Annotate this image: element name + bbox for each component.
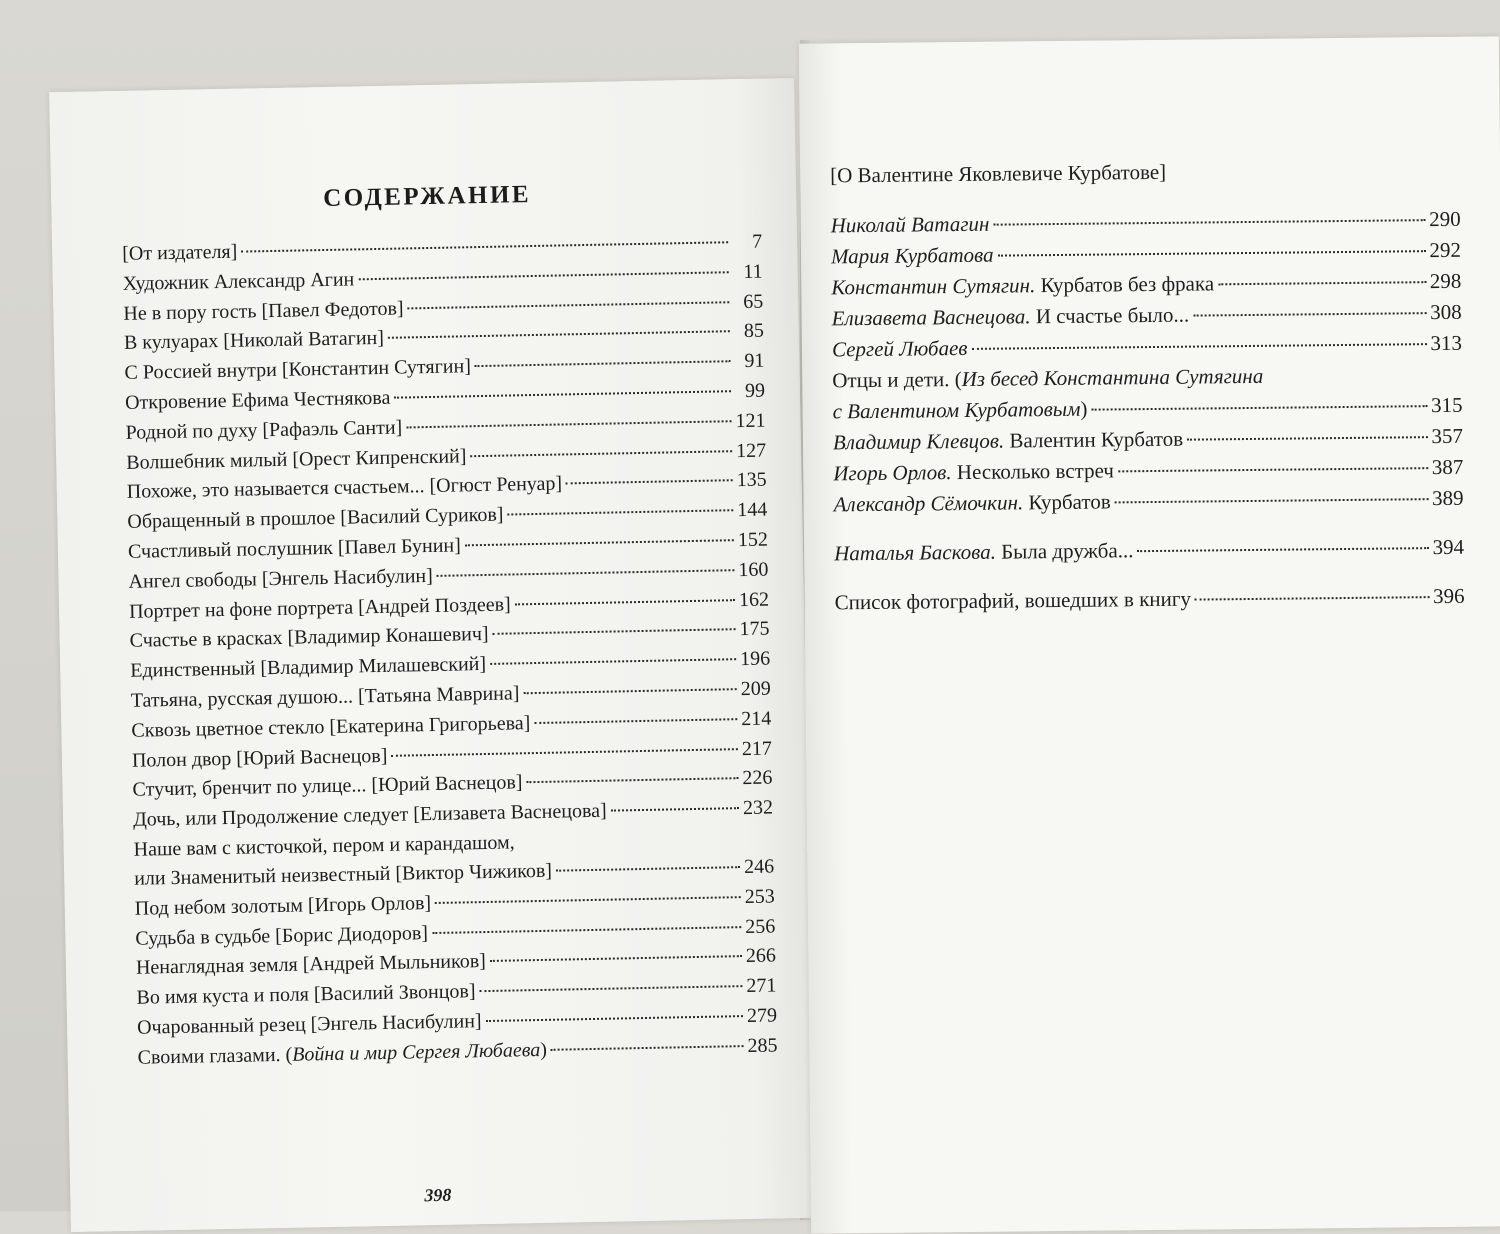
entry-page: 226 (742, 767, 772, 791)
dot-leader (1187, 436, 1427, 441)
dot-leader (408, 301, 730, 309)
entry-plain: Своими глазами. ( (137, 1043, 292, 1068)
entry-page: 315 (1431, 393, 1463, 418)
entry-page: 127 (736, 439, 766, 463)
toc-right (830, 157, 1465, 622)
entry-author: Сергей Любаев (832, 336, 968, 361)
entry-page: 253 (744, 885, 774, 909)
dot-leader (1115, 498, 1428, 503)
page-number: 398 (424, 1185, 451, 1207)
entry-title: или Знаменитый неизвестный [Виктор Чижиков] (134, 860, 552, 891)
dot-leader (475, 360, 731, 367)
entry-work: Несколько встреч (951, 458, 1114, 484)
entry-work: Была дружба... (996, 538, 1134, 563)
entry-page: 256 (745, 915, 775, 939)
entry-work: И счастье было... (1030, 303, 1189, 329)
entry-title: Волшебник милый [Орест Кипренский] (126, 445, 467, 475)
entry-title: Во имя куста и поля [Василий Звонцов] (136, 980, 475, 1010)
entry-title: [От издателя] (122, 241, 237, 266)
entry-page: 279 (747, 1004, 777, 1028)
dot-leader (526, 777, 738, 783)
entry-title: Счастье в красках [Владимир Конашевич] (129, 623, 488, 653)
entry-author: Владимир Клевцов. (833, 429, 1004, 455)
dot-leader (515, 599, 735, 605)
entry-title: Сквозь цветное стекло [Екатерина Григорьева] (131, 712, 530, 743)
entry-title: Обращенный в прошлое [Василий Суриков] (127, 504, 504, 534)
entry-title (833, 458, 1114, 486)
entry-page: 85 (734, 320, 764, 344)
entry-author: Александр Сёмочкин. (833, 490, 1023, 516)
entry-title (833, 427, 1183, 456)
entry-page: 357 (1431, 424, 1463, 449)
dot-leader (507, 509, 733, 515)
dot-leader (993, 219, 1425, 226)
entry-title: Стучит, бренчит по улице... [Юрий Васнецов] (132, 772, 522, 802)
entry-page: 308 (1430, 300, 1462, 325)
entry-page: 292 (1429, 238, 1461, 263)
entry-plain: Отцы и дети. ( (832, 367, 962, 392)
entry-page: 298 (1430, 269, 1462, 294)
entry-title: С Россией внутри [Константин Сутягин] (124, 355, 471, 385)
entry-title (831, 271, 1214, 300)
dot-leader (611, 807, 739, 811)
entry-page: 394 (1432, 535, 1464, 560)
section-heading: [О Валентине Яковлевиче Курбатове] (830, 157, 1460, 214)
entry-author: Николай Ватагин (831, 212, 990, 238)
dot-leader (486, 1015, 743, 1022)
entry-page: 266 (746, 945, 776, 969)
dot-leader (1137, 547, 1428, 552)
toc-entry (835, 584, 1465, 622)
entry-page: 152 (738, 529, 768, 553)
entry-page: 160 (738, 558, 768, 582)
entry-title: Ангел свободы [Энгель Насибулин] (128, 565, 433, 594)
dot-leader (971, 343, 1426, 350)
dot-leader (1118, 467, 1428, 472)
entry-title: Единственный [Владимир Милашевский] (130, 653, 486, 683)
entry-work: Валентин Курбатов (1004, 427, 1183, 453)
entry-page: 246 (744, 855, 774, 879)
dot-leader (470, 450, 732, 457)
dot-leader (566, 480, 733, 485)
dot-leader (480, 985, 743, 992)
toc-left (122, 231, 778, 1077)
entry-author: Мария Курбатова (831, 243, 994, 269)
entry-page: 175 (739, 618, 769, 642)
entry-title: Судьба в судьбе [Борис Диодоров] (135, 922, 428, 951)
entry-title (833, 397, 1088, 425)
entry-title: Портрет на фоне портрета [Андрей Поздеев] (129, 593, 511, 623)
entry-title (834, 538, 1134, 566)
entry-page: 144 (737, 499, 767, 523)
dot-leader (388, 331, 730, 340)
dot-leader (998, 250, 1426, 256)
dot-leader (358, 271, 728, 280)
entry-title (831, 212, 990, 239)
entry-title: Дочь, или Продолжение следует [Елизавета Васнецова] (133, 800, 607, 832)
entry-title: Ненаглядная земля [Андрей Мыльников] (136, 950, 486, 980)
contents-title: СОДЕРЖАНИЕ (323, 181, 531, 213)
entry-author: Игорь Орлов. (833, 460, 952, 485)
entry-page: 209 (740, 677, 770, 701)
dot-leader (551, 1045, 744, 1051)
left-page (49, 78, 816, 1232)
entry-page: 285 (747, 1034, 777, 1058)
entry-page: 91 (734, 350, 764, 374)
entry-title (833, 489, 1110, 517)
entry-author: Константин Сутягин. (831, 273, 1035, 299)
dot-leader (556, 866, 740, 872)
dot-leader (394, 390, 731, 398)
dot-leader (437, 569, 735, 577)
entry-title: Полон двор [Юрий Васнецов] (132, 744, 388, 772)
dot-leader (1218, 281, 1426, 285)
entry-author: Наталья Баскова. (834, 540, 996, 566)
entry-title (831, 243, 994, 270)
entry-title: Счастливый послушник [Павел Бунин] (128, 534, 461, 563)
right-page (799, 36, 1500, 1233)
toc-entry-line: Наше вам с кисточкой, пером и карандашом, (133, 826, 773, 867)
entry-page: 11 (732, 260, 762, 284)
entry-close: ) (540, 1039, 547, 1061)
entry-title: В кулуарах [Николай Ватагин] (124, 327, 384, 355)
entry-title: Родной по духу [Рафаэль Санти] (125, 416, 402, 444)
entry-page: 217 (742, 737, 772, 761)
dot-leader (1193, 312, 1426, 316)
dot-leader (1091, 405, 1427, 411)
entry-page: 99 (735, 380, 765, 404)
entry-page: 389 (1432, 486, 1464, 511)
entry-work: Курбатов без фрака (1035, 271, 1214, 297)
entry-page: 396 (1433, 584, 1465, 609)
entry-page: 313 (1430, 331, 1462, 356)
dot-leader (432, 926, 741, 934)
dot-leader (523, 688, 736, 694)
dot-leader (534, 718, 737, 724)
entry-close: ) (1080, 397, 1087, 421)
entry-page: 65 (733, 290, 763, 314)
entry-work: Курбатов (1023, 489, 1111, 514)
entry-title (832, 303, 1190, 332)
dot-leader (435, 896, 741, 904)
entry-page: 7 (732, 231, 762, 255)
dot-leader (391, 748, 738, 757)
entry-italic: Из бесед Константина Сутягина (962, 364, 1264, 391)
entry-page: 232 (743, 797, 773, 821)
entry-title: Под небом золотым [Игорь Орлов] (135, 892, 432, 921)
entry-italic: Война и мир Сергея Любаева (292, 1039, 540, 1066)
entry-page: 162 (739, 588, 769, 612)
entry-title (832, 336, 968, 362)
entry-author: Елизавета Васнецова. (832, 304, 1031, 330)
entry-title: Не в пору гость [Павел Федотов] (123, 297, 404, 325)
dot-leader (465, 539, 734, 546)
entry-page: 290 (1429, 207, 1461, 232)
dot-leader (1195, 596, 1429, 600)
dot-leader (490, 658, 736, 665)
entry-title: Татьяна, русская душою... [Татьяна Маврина] (131, 682, 520, 712)
entry-page: 196 (740, 648, 770, 672)
entry-title: Откровение Ефима Честнякова (125, 387, 391, 415)
entry-title: Похоже, это называется счастьем... [Огюст Ренуар] (127, 473, 563, 504)
entry-italic: с Валентином Курбатовым (833, 397, 1081, 424)
dot-leader (490, 955, 742, 962)
entry-page: 271 (746, 975, 776, 999)
entry-title: Художник Александр Агин (123, 268, 355, 295)
entry-title: Очарованный резец [Энгель Насибулин] (137, 1010, 482, 1040)
entry-page: 214 (741, 707, 771, 731)
entry-page: 135 (736, 469, 766, 493)
entry-page: 387 (1432, 455, 1464, 480)
entry-page: 121 (735, 409, 765, 433)
entry-title: Список фотографий, вошедших в книгу (835, 587, 1192, 616)
dot-leader (406, 420, 731, 428)
dot-leader (241, 241, 728, 252)
dot-leader (493, 629, 736, 636)
